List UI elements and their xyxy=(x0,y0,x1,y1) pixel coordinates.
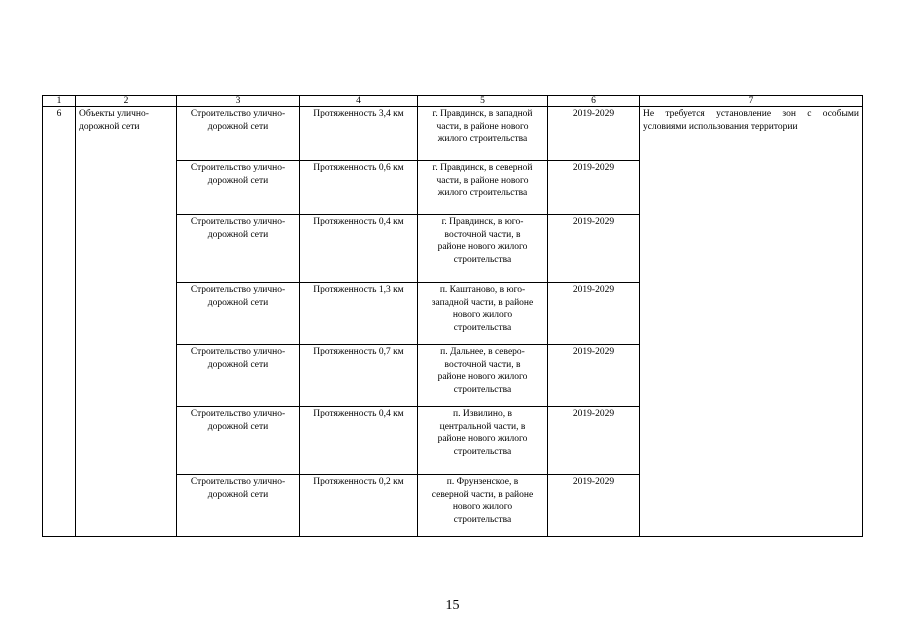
length-cell: Протяженность 3,4 км xyxy=(300,107,418,161)
length-cell: Протяженность 1,3 км xyxy=(300,283,418,345)
period-cell: 2019-2029 xyxy=(548,215,640,283)
length-cell: Протяженность 0,6 км xyxy=(300,161,418,215)
location-cell: г. Правдинск, в юго- восточной части, в районе нового жилого строительства xyxy=(418,215,548,283)
location-cell: п. Каштаново, в юго- западной части, в районе нового жилого строительства xyxy=(418,283,548,345)
work-cell: Строительство улично- дорожной сети xyxy=(177,345,300,407)
table-row xyxy=(43,107,863,161)
work-cell: Строительство улично- дорожной сети xyxy=(177,283,300,345)
work-cell: Строительство улично- дорожной сети xyxy=(177,407,300,475)
row-number: 6 xyxy=(43,107,76,537)
column-header: 7 xyxy=(640,96,863,107)
object-type-cell: Объекты улично- дорожной сети xyxy=(76,107,177,537)
length-cell: Протяженность 0,7 км xyxy=(300,345,418,407)
column-header: 5 xyxy=(418,96,548,107)
column-header: 3 xyxy=(177,96,300,107)
period-cell: 2019-2029 xyxy=(548,107,640,161)
work-cell: Строительство улично- дорожной сети xyxy=(177,475,300,537)
period-cell: 2019-2029 xyxy=(548,475,640,537)
location-cell: г. Правдинск, в западной части, в районе нового жилого строительства xyxy=(418,107,548,161)
period-cell: 2019-2029 xyxy=(548,161,640,215)
zone-note-cell: Не требуется установление зон с особыми условиями использования территории xyxy=(640,107,863,537)
column-header: 1 xyxy=(43,96,76,107)
column-header: 6 xyxy=(548,96,640,107)
document-table xyxy=(42,95,863,537)
work-cell: Строительство улично- дорожной сети xyxy=(177,215,300,283)
period-cell: 2019-2029 xyxy=(548,283,640,345)
period-cell: 2019-2029 xyxy=(548,407,640,475)
location-cell: г. Правдинск, в северной части, в районе нового жилого строительства xyxy=(418,161,548,215)
location-cell: п. Извилино, в центральной части, в районе нового жилого строительства xyxy=(418,407,548,475)
length-cell: Протяженность 0,4 км xyxy=(300,407,418,475)
page-number: 15 xyxy=(445,598,460,613)
header-row xyxy=(43,96,863,107)
location-cell: п. Фрунзенское, в северной части, в районе нового жилого строительства xyxy=(418,475,548,537)
column-header: 4 xyxy=(300,96,418,107)
work-cell: Строительство улично- дорожной сети xyxy=(177,107,300,161)
location-cell: п. Дальнее, в северо- восточной части, в районе нового жилого строительства xyxy=(418,345,548,407)
length-cell: Протяженность 0,4 км xyxy=(300,215,418,283)
column-header: 2 xyxy=(76,96,177,107)
period-cell: 2019-2029 xyxy=(548,345,640,407)
length-cell: Протяженность 0,2 км xyxy=(300,475,418,537)
work-cell: Строительство улично- дорожной сети xyxy=(177,161,300,215)
